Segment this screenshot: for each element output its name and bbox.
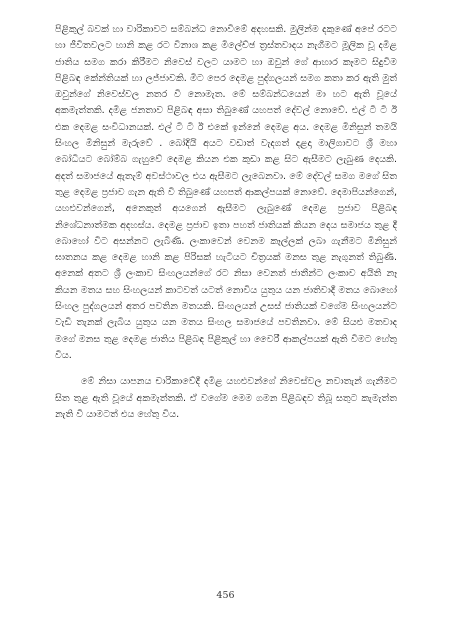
page-body xyxy=(55,22,397,423)
paragraph-2: මේ නිසා යාපනය චාරිකාවේදී දමිළ යහළුවන්ගේ නිවෙස්වල නවාතැන් ගැනීමට සිත තුළ ඇති වූයේ අකමැත්තකි. ඒ වගේම මෙම ගමන පිළිබඳව තිබූ සතුට කැමැත්ත නැති වී යාමටත් එය හේතු විය. xyxy=(55,376,397,420)
page-number: 456 xyxy=(216,590,235,601)
paragraph-1: පිළිකුල් බවක් හා වාරිකාවට සම්බන්ධ නොවීමේ අදහසකි. මුලින්ම දකුණේ අපේ රටට හා ජීවිතවලට හානි කළ රට විනාශ කළ මිලේච්ඡ ත්‍රස්තවාදය නැගීමට මූලික වූ දමිළ ජාතිය සමග කරා කිරීමට නිවෙස් වලට යාමට හා ඔවුන් ගේ ආහාර කෑමට සිදුවීම පිළිබඳ කේන්තියක් හා ලජ්ජාවකි. මීට පෙර දෙමළ පුද්ගලයන් සමග කතා කර ඇති මුත් ඔවුන්ගේ නිවෙස්වල නතර වී නොමැත. මේ සම්බන්ධයෙන් මා හට ඇති වූයේ අකමැත්තකි. දමිළ ජනතාව පිළිබඳ අසා තිබුණේ යහපත් දේවල් නොවේ. එල් ටී ටී ඊ එක දෙමළ සංවිධානයක්. එල් ටී ටී ඊ එකේ ඉන්නේ දෙමළ අය. දෙමළ මිනිසුන් තමයි සිංහල මිනිසුන් මැරුවේ . බෝදියි අයට වඩාත් වැදගත් දළදා මාලිගාවට ශ්‍රී මහා බෝධියට බෝම්බ ගැහුවේ දෙමළ කියන එක කුඩා කළ සිට ඇසීමට ලැබුණ දෙයකි. අදත් සමාජයේ ඇතැම් අවස්ථාවල එය ඇසීමට ලැබෙනවා. මේ දේවල් සමග මගේ සිත තුළ දෙමළ ප්‍රජාව ගැන ඇති වී තිබුණේ යහපත් ආකල්පයක් නොවේ. දෙමාපියන්ගෙන්, යහළුවන්ගෙන්, අනෙකුත් අයගෙන් ඇසීමට ලැබුණේ දෙමළ ප්‍රජාව පිළිබඳ නිශේධනාත්මක අදහස්ය. දෙමළ ප්‍රජාව ඉතා පහත් ජාතියක් කියන දෙය සමාජය තුළ දී බොහෝ විට අසන්නට ලැබිණි. ලංකාවෙන් වෙනම කෑල්ලක් ලබා ගැනීමට මිනිසුන් ඝාතනය කළ දෙමළ හානි කළ පිරිසක් හැටියට චිත්‍රයක් මනස තුළ නැගුනත් තිබුණි. අනෙක් අතට ශ්‍රී ලංකාව සිංහලයන්ගේ රට නිසා වෙනත් ජාතීන්ට ලංකාව අයිති නෑ කියන මතය සහ සිංහලයන් කාටවත් යටත් නොවිය යුතුය යන ජාතිවාදී මතය බොහෝ සිංහල පුද්ගලයන් අතර පවතින මතයකි. සිංහලයන් උසස් ජාතියක් වගේම සිංහලයන්ට වැඩි තැනක් ලැබිය යුතුය යන මතය සිංහල සමාජයේ පවතිනවා. මේ සියළු මතවාද මගේ මනස තුළ දෙමළ ජාතිය පිළිබඳ පිළිකුල් හා වෛරී ආකල්පයක් ඇති වීමට හේතු විය. xyxy=(55,24,397,361)
